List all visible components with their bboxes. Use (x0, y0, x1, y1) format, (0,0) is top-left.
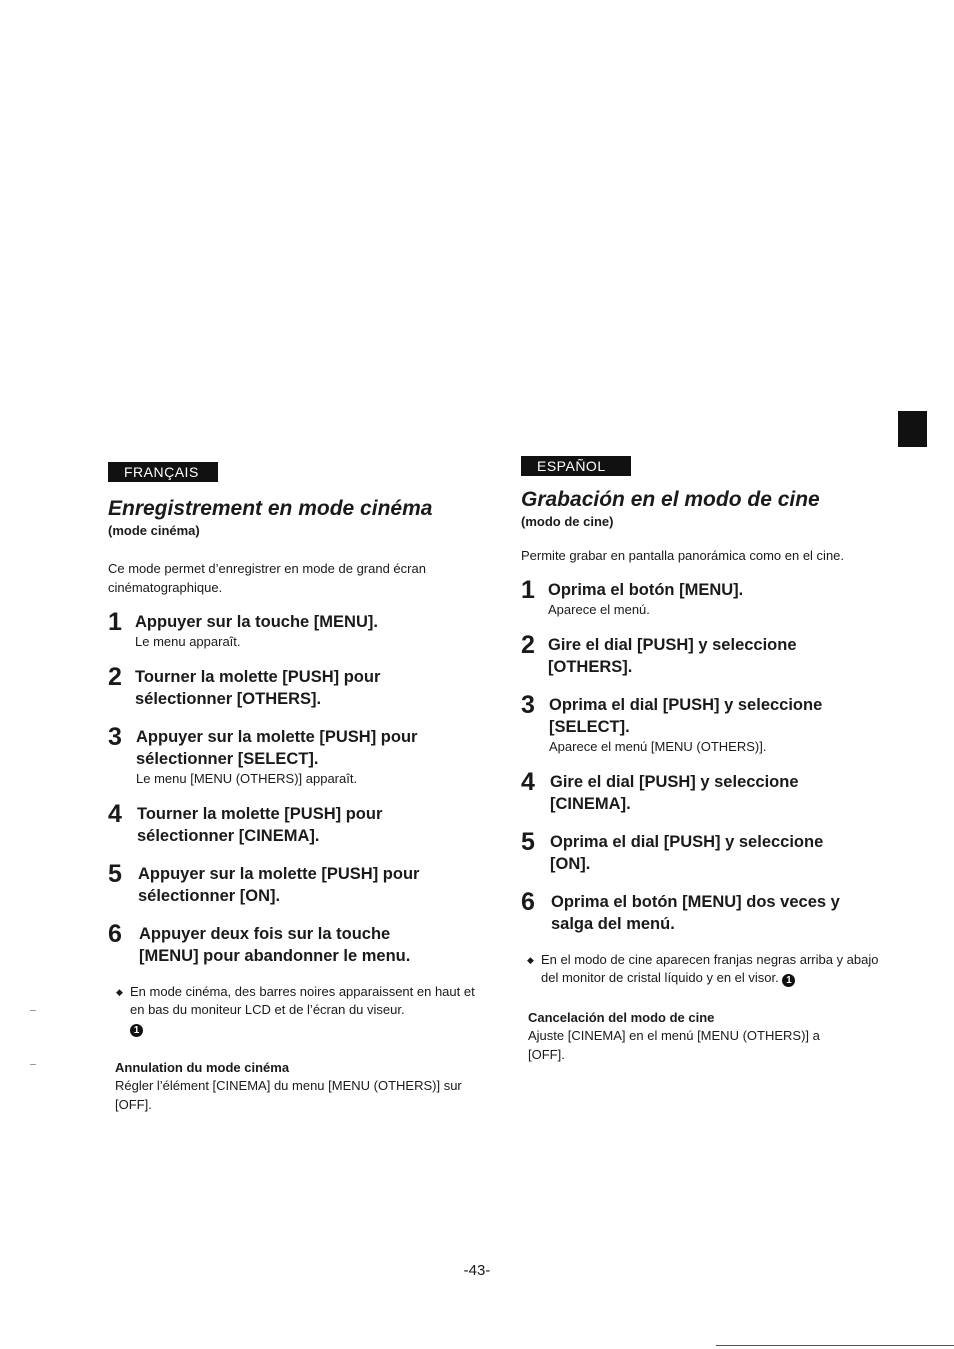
note-bullet (110, 983, 485, 1037)
figure-reference-icon: 1 (782, 974, 795, 987)
step-number: 1 (108, 608, 122, 636)
step-instruction: Oprima el botón [MENU] dos veces y salga del menú. (551, 893, 840, 933)
cancel-heading: Annulation du mode cinéma (115, 1060, 290, 1075)
margin-tick (30, 1064, 36, 1065)
section-subtitle: (modo de cine) (521, 514, 614, 529)
figure-reference-icon: 1 (130, 1024, 143, 1037)
french-column (108, 462, 478, 1114)
step-instruction: Appuyer sur la touche [MENU]. (135, 613, 378, 631)
cancel-text: Ajuste [CINEMA] en el menú [MENU (OTHERS)] a [OFF]. (528, 1028, 820, 1062)
bottom-rule (716, 1345, 954, 1346)
step-instruction: Oprima el dial [PUSH] y seleccione [SELECT]. (549, 696, 823, 736)
diamond-bullet-icon: ◆ (527, 955, 534, 965)
step-item (108, 800, 478, 847)
step-item (521, 828, 881, 875)
language-tag-french: FRANÇAIS (108, 462, 218, 482)
page-number: -43- (463, 1262, 491, 1279)
step-item (108, 608, 478, 650)
intro-text: Permite grabar en pantalla panorámica como en el cine. (521, 548, 845, 563)
section-title: Enregistrement en mode cinéma (108, 497, 433, 520)
step-instruction: Appuyer sur la molette [PUSH] pour sélectionner [SELECT]. (136, 728, 418, 768)
step-number: 2 (108, 663, 122, 691)
step-note: Aparece el menú. (548, 602, 650, 617)
step-item (521, 888, 881, 935)
step-number: 6 (521, 888, 535, 916)
step-item (108, 920, 478, 967)
step-instruction: Gire el dial [PUSH] y seleccione [OTHERS]. (548, 636, 797, 676)
step-item (108, 663, 478, 710)
step-number: 2 (521, 631, 535, 659)
step-number: 4 (521, 768, 535, 796)
section-subtitle: (mode cinéma) (108, 523, 200, 538)
section-title: Grabación en el modo de cine (521, 488, 820, 511)
cancel-text: Régler l’élément [CINEMA] du menu [MENU (OTHERS)] sur [OFF]. (115, 1078, 462, 1112)
step-number: 1 (521, 576, 535, 604)
step-item (108, 723, 478, 787)
step-instruction: Gire el dial [PUSH] y seleccione [CINEMA]. (550, 773, 799, 813)
step-instruction: Appuyer sur la molette [PUSH] pour sélectionner [ON]. (138, 865, 420, 905)
diamond-bullet-icon: ◆ (116, 987, 123, 997)
note-text: En el modo de cine aparecen franjas negras arriba y abajo del monitor de cristal líquido y en el visor. (541, 952, 879, 985)
step-number: 4 (108, 800, 122, 828)
step-instruction: Tourner la molette [PUSH] pour sélectionner [CINEMA]. (137, 805, 383, 845)
step-item (521, 691, 881, 755)
section-tab-marker (898, 411, 927, 447)
step-note: Aparece el menú [MENU (OTHERS)]. (549, 739, 767, 754)
step-number: 5 (108, 860, 122, 888)
note-bullet (521, 951, 886, 987)
step-note: Le menu [MENU (OTHERS)] apparaît. (136, 771, 358, 786)
spanish-column (521, 456, 881, 1064)
intro-text: Ce mode permet d’enregistrer en mode de grand écran cinématographique. (108, 561, 426, 595)
step-list (108, 608, 478, 967)
step-item (521, 631, 881, 678)
step-instruction: Oprima el botón [MENU]. (548, 581, 744, 599)
step-note: Le menu apparaît. (135, 634, 241, 649)
step-item (521, 576, 881, 618)
step-instruction: Appuyer deux fois sur la touche [MENU] pour abandonner le menu. (139, 925, 411, 965)
step-number: 6 (108, 920, 122, 948)
step-item (521, 768, 881, 815)
language-tag-spanish: ESPAÑOL (521, 456, 631, 476)
cancel-heading: Cancelación del modo de cine (528, 1010, 715, 1025)
step-instruction: Oprima el dial [PUSH] y seleccione [ON]. (550, 833, 824, 873)
margin-tick (30, 1010, 36, 1011)
note-text: En mode cinéma, des barres noires apparaissent en haut et en bas du moniteur LCD et de l’écran du viseur. (130, 984, 475, 1017)
step-number: 3 (108, 723, 122, 751)
step-item (108, 860, 478, 907)
step-number: 3 (521, 691, 535, 719)
step-number: 5 (521, 828, 535, 856)
step-instruction: Tourner la molette [PUSH] pour sélectionner [OTHERS]. (135, 668, 381, 708)
step-list (521, 576, 881, 935)
